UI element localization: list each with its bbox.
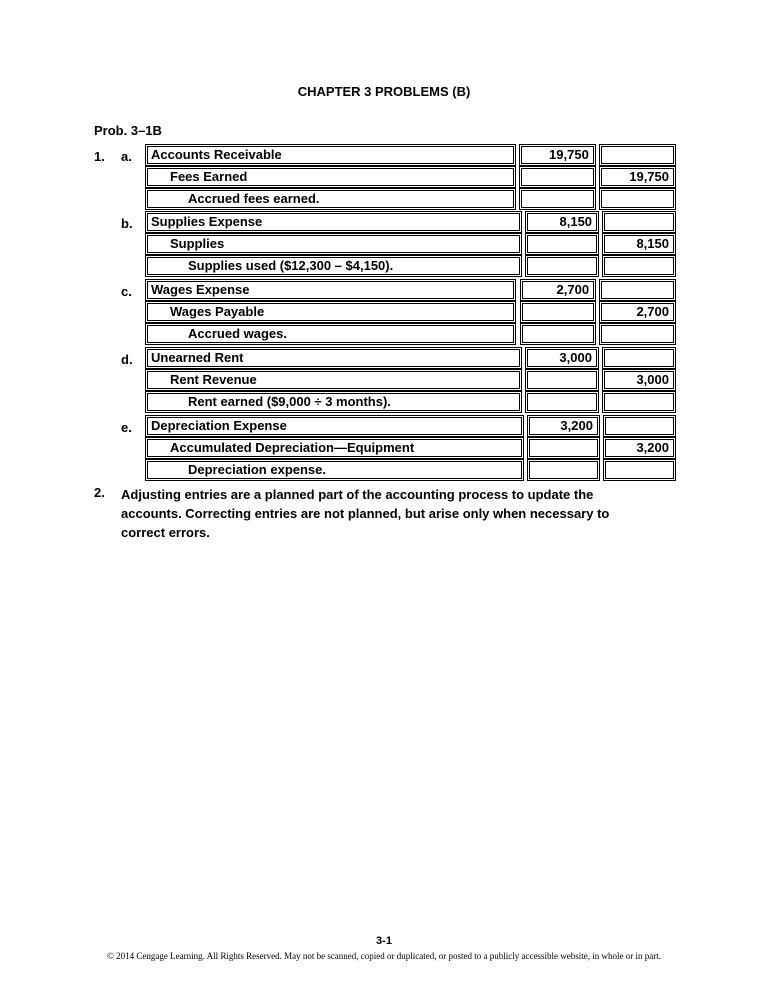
debit-account: Accounts Receivable [145, 144, 516, 166]
debit-amount: 2,700 [520, 279, 597, 301]
entry-letter-a: a. [121, 149, 132, 164]
entry-explanation: Supplies used ($12,300 – $4,150). [145, 255, 522, 277]
entry-letter-d: d. [121, 352, 133, 367]
debit-amount: 19,750 [519, 144, 596, 166]
part1-number: 1. [94, 149, 105, 164]
copyright-notice: © 2014 Cengage Learning. All Rights Reserved. May not be scanned, copied or duplicated, or posted to a publicly accessible website, in whole or in part. [107, 951, 661, 961]
debit-amount-empty [520, 323, 597, 345]
journal-entry-c [145, 279, 676, 345]
page-number: 3-1 [376, 935, 392, 947]
debit-amount-empty [519, 166, 596, 188]
part2-answer: Adjusting entries are a planned part of the accounting process to update the accounts. Correcting entries are not planned, but arise only when necessary to correct errors. [121, 487, 610, 540]
credit-amount-empty [602, 255, 676, 277]
credit-account: Accumulated Depreciation—Equipment [145, 437, 524, 459]
entry-letter-c: c. [121, 284, 132, 299]
credit-account: Wages Payable [145, 301, 516, 323]
journal-entry-a [145, 144, 676, 210]
page-title: CHAPTER 3 PROBLEMS (B) [297, 84, 471, 99]
credit-amount: 2,700 [599, 301, 676, 323]
credit-amount: 3,200 [603, 437, 676, 459]
entry-explanation: Rent earned ($9,000 ÷ 3 months). [145, 391, 522, 413]
credit-account: Supplies [145, 233, 522, 255]
debit-amount: 3,200 [527, 415, 600, 437]
credit-amount-empty [599, 188, 676, 210]
entry-letter-b: b. [121, 216, 133, 231]
credit-amount: 19,750 [599, 166, 676, 188]
journal-entry-d [145, 347, 676, 413]
credit-amount-empty [602, 211, 676, 233]
debit-account: Unearned Rent [145, 347, 522, 369]
entry-explanation: Accrued fees earned. [145, 188, 516, 210]
journal-entry-b [145, 211, 676, 277]
credit-amount-empty [599, 279, 676, 301]
debit-amount-empty [520, 301, 597, 323]
journal-entry-e [145, 415, 676, 481]
debit-amount-empty [525, 391, 599, 413]
credit-amount-empty [602, 347, 676, 369]
debit-amount-empty [527, 437, 600, 459]
problem-label: Prob. 3–1B [94, 123, 162, 138]
credit-amount-empty [599, 323, 676, 345]
debit-amount-empty [525, 233, 599, 255]
debit-amount-empty [527, 459, 600, 481]
debit-amount-empty [519, 188, 596, 210]
credit-amount-empty [603, 415, 676, 437]
debit-account: Supplies Expense [145, 211, 522, 233]
credit-amount: 8,150 [602, 233, 676, 255]
debit-amount: 8,150 [525, 211, 599, 233]
credit-amount: 3,000 [602, 369, 676, 391]
part2-number: 2. [94, 485, 105, 500]
entry-explanation: Accrued wages. [145, 323, 516, 345]
entry-letter-e: e. [121, 420, 132, 435]
credit-account: Rent Revenue [145, 369, 522, 391]
credit-amount-empty [603, 459, 676, 481]
debit-amount-empty [525, 369, 599, 391]
credit-amount-empty [602, 391, 676, 413]
credit-amount-empty [599, 144, 676, 166]
entry-explanation: Depreciation expense. [145, 459, 524, 481]
debit-account: Depreciation Expense [145, 415, 524, 437]
debit-account: Wages Expense [145, 279, 516, 301]
debit-amount-empty [525, 255, 599, 277]
debit-amount: 3,000 [525, 347, 599, 369]
credit-account: Fees Earned [145, 166, 516, 188]
